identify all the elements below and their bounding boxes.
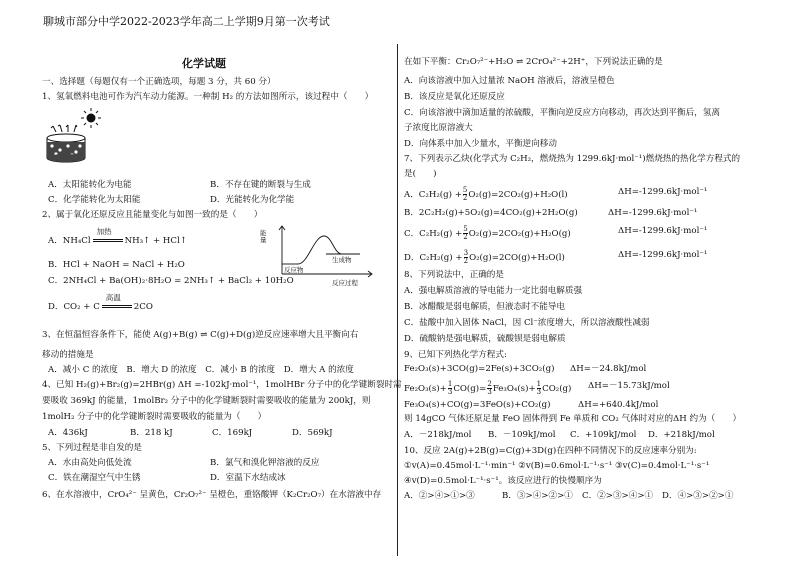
column-divider (397, 44, 398, 556)
q9-eq2-enthalpy: ΔH=－15.73kJ/mol (588, 381, 670, 391)
q9-equation-1: Fe₂O₃(s)+3CO(g)=2Fe(s)+3CO₂(g) (404, 364, 555, 374)
q2-option-a: A．NH₄Cl 加热 NH₃↑ + HCl↑ (48, 227, 187, 246)
q9-equation-3: Fe₃O₄(s)+CO(g)=3FeO(s)+CO₂(g) (404, 400, 551, 410)
question-8: 8、下列说法中，正确的是 (404, 270, 504, 280)
question-7-line2: 是( ) (404, 169, 437, 179)
question-10-line3: ④v(D)=0.5mol·L⁻¹·s⁻¹。该反应进行的快慢顺序为 (404, 476, 602, 486)
q9-equation-2: Fe₂O₃(s)+ $\frac{1}{3}$ CO(g)= $\frac{2}{3}$ Fe₃O₄(s)+ $\frac{1}{3}$ CO₂(g) (404, 380, 572, 396)
page-title: 化学试题 (182, 57, 226, 70)
fraction: $\frac{5}{2}$ (462, 186, 468, 202)
question-10-line2: ①v(A)=0.45mol·L⁻¹·min⁻¹ ②v(B)=0.6mol·L⁻¹·s⁻¹ ③v(C)=0.4mol·L⁻¹·s⁻¹ (404, 461, 710, 471)
q7-a-enthalpy: ΔH=-1299.6kJ·mol⁻¹ (618, 187, 708, 197)
q10-option-a: A．②>④>①>③ (404, 491, 475, 501)
q3-options: A．减小 C 的浓度 B．增大 D 的浓度 C．减小 B 的浓度 D．增大 A 的浓度 (48, 365, 354, 375)
fraction: $\frac{1}{3}$ (536, 380, 542, 396)
q1-option-d: D．光能转化为化学能 (210, 195, 295, 205)
product-label: 生成物 (332, 256, 352, 264)
q2-option-c: C．2NH₄Cl + Ba(OH)₂·8H₂O = 2NH₃↑ + BaCl₂ + 10H₂O (48, 276, 294, 286)
process-axis-label: 反应过程 (332, 279, 358, 287)
question-9: 9、已知下列热化学方程式: (404, 350, 507, 360)
question-2: 2、属于氧化还原反应且能量变化与如图一致的是（ ） (42, 210, 263, 220)
question-4-line3: 1molH₂ 分子中的化学键断裂时需要吸收的能量为（ ） (42, 412, 267, 422)
q9-option-a: A．－218kJ/mol (404, 430, 472, 440)
fraction: $\frac{1}{3}$ (447, 380, 453, 396)
q5-option-d: D．室温下水结成冰 (210, 473, 286, 483)
q7-option-a: A．C₂H₂(g) + $\frac{5}{2}$ O₂(g)=2CO₂(g)+H₂O(l) (404, 186, 568, 202)
question-1: 1、氢氧燃料电池可作为汽车动力能源。一种制 H₂ 的方法如图所示，该过程中（ ） (42, 92, 374, 102)
question-5: 5、下列过程是非自发的是 (42, 443, 142, 453)
energy-diagram (260, 224, 378, 288)
q4-option-a: A．436kJ (48, 428, 88, 438)
q6-option-a: A．向该溶液中加入过量浓 NaOH 溶液后，溶液呈橙色 (404, 76, 615, 86)
q6-option-c: C．向该溶液中滴加适量的浓硫酸，平衡向逆反应方向移动，再次达到平衡后，氢离 (404, 108, 720, 118)
q9-option-c: C．+109kJ/mol (570, 430, 637, 440)
q9-option-b: B．－109kJ/mol (488, 430, 556, 440)
heating-arrow: 加热 (91, 236, 125, 247)
q7-option-d: D．C₂H₂(g) + $\frac{3}{2}$ O₂(g)=2CO(g)+H₂O(l) (404, 249, 565, 265)
q6-option-b: B．该反应是氧化还原反应 (404, 92, 505, 102)
hydrogen-production-figure (42, 106, 102, 168)
q9-option-d: D．+218kJ/mol (648, 430, 715, 440)
q5-option-a: A．水由高处向低处流 (48, 458, 132, 468)
q8-option-c: C．盐酸中加入固体 NaCl，因 Cl⁻浓度增大，所以溶液酸性减弱 (404, 318, 650, 328)
reactant-label: 反应物 (284, 266, 304, 274)
q9-eq3-enthalpy: ΔH=+640.4kJ/mol (578, 400, 659, 410)
q7-option-b: B．2C₂H₂(g)+5O₂(g)=4CO₂(g)+2H₂O(g) (404, 208, 578, 218)
question-6-start: 6、在水溶液中，CrO₄²⁻ 呈黄色，Cr₂O₇²⁻ 呈橙色，重铬酸钾（K₂Cr₂O₇）在水溶液中存 (42, 490, 382, 500)
question-3-line2: 移动的措施是 (42, 350, 94, 360)
q9-question: 则 14gCO 气体还原足量 FeO 固体得到 Fe 单质和 CO₂ 气体时对应的ΔH 约为（ ） (404, 414, 742, 424)
q10-option-c: C．②>③>④>① (582, 491, 654, 501)
q5-option-c: C．铁在潮湿空气中生锈 (48, 473, 141, 483)
q1-option-c: C．化学能转化为太阳能 (48, 195, 141, 205)
section-heading: 一、选择题（每题仅有一个正确选项，每题 3 分，共 60 分） (42, 77, 276, 87)
q7-b-enthalpy: ΔH=-1299.6kJ·mol⁻¹ (608, 208, 698, 218)
question-4-line1: 4、已知 H₂(g)+Br₂(g)=2HBr(g) ΔH =-102kJ·mol⁻¹，1molHBr 分子中的化学键断裂时需 (42, 380, 402, 390)
q10-option-d: D．④>③>②>① (662, 491, 734, 501)
fraction: $\frac{2}{3}$ (487, 380, 492, 396)
energy-axis-label: 能量 (260, 229, 267, 244)
question-10-line1: 10、反应 2A(g)+2B(g)=C(g)+3D(g)在四种不同情况下的反应速率分别为: (404, 446, 697, 456)
question-7-line1: 7、下列表示乙炔(化学式为 C₂H₂，燃烧热为 1299.6kJ·mol⁻¹)燃烧热的热化学方程式的 (404, 154, 741, 164)
q8-option-b: B．冰醋酸是弱电解质，但液态时不能导电 (404, 302, 566, 312)
q4-option-c: C．169kJ (212, 428, 253, 438)
q7-d-enthalpy: ΔH=-1299.6kJ·mol⁻¹ (618, 250, 708, 260)
fraction: $\frac{5}{2}$ (463, 225, 468, 241)
fraction: $\frac{3}{2}$ (463, 249, 469, 265)
q4-option-b: B．218 kJ (130, 428, 173, 438)
q8-option-d: D．硫酸钠是强电解质，硫酸钡是弱电解质 (404, 334, 566, 344)
question-3-line1: 3、在恒温恒容条件下，能使 A(g)+B(g) ⇌ C(g)+D(g)逆反应速率增大且平衡向右 (42, 330, 359, 340)
q9-eq1-enthalpy: ΔH=－24.8kJ/mol (570, 364, 647, 374)
high-temp-arrow: 高温 (100, 302, 134, 313)
q5-option-b: B．氯气和溴化钾溶液的反应 (210, 458, 320, 468)
q2-option-b: B．HCl + NaOH = NaCl + H₂O (48, 260, 185, 270)
q4-option-d: D．569kJ (292, 428, 333, 438)
q8-option-a: A．强电解质溶液的导电能力一定比弱电解质强 (404, 286, 583, 296)
exam-header: 聊城市部分中学2022-2023学年高二上学期9月第一次考试 (43, 15, 330, 28)
q2-option-d: D．CO₂ + C 高温 2CO (48, 293, 153, 312)
q6-option-c-cont: 子浓度比原溶液大 (404, 123, 473, 133)
q10-option-b: B．③>④>②>① (502, 491, 573, 501)
q1-option-b: B．不存在键的断裂与生成 (210, 180, 311, 190)
q7-c-enthalpy: ΔH=-1299.6kJ·mol⁻¹ (618, 226, 708, 236)
question-4-line2: 要吸收 369kJ 的能量，1molBr₂ 分子中的化学键断裂时需要吸收的能量为 200kJ，则 (42, 396, 371, 406)
question-6-cont: 在如下平衡：Cr₂O₇²⁻+H₂O ⇌ 2CrO₄²⁻+2H⁺，下列说法正确的是 (404, 57, 663, 67)
q1-option-a: A．太阳能转化为电能 (48, 180, 132, 190)
q6-option-d: D．向体系中加入少量水，平衡逆向移动 (404, 139, 557, 149)
q7-option-c: C．C₂H₂(g) + $\frac{5}{2}$ O₂(g)=2CO₂(g)+H₂O(g) (404, 225, 571, 241)
